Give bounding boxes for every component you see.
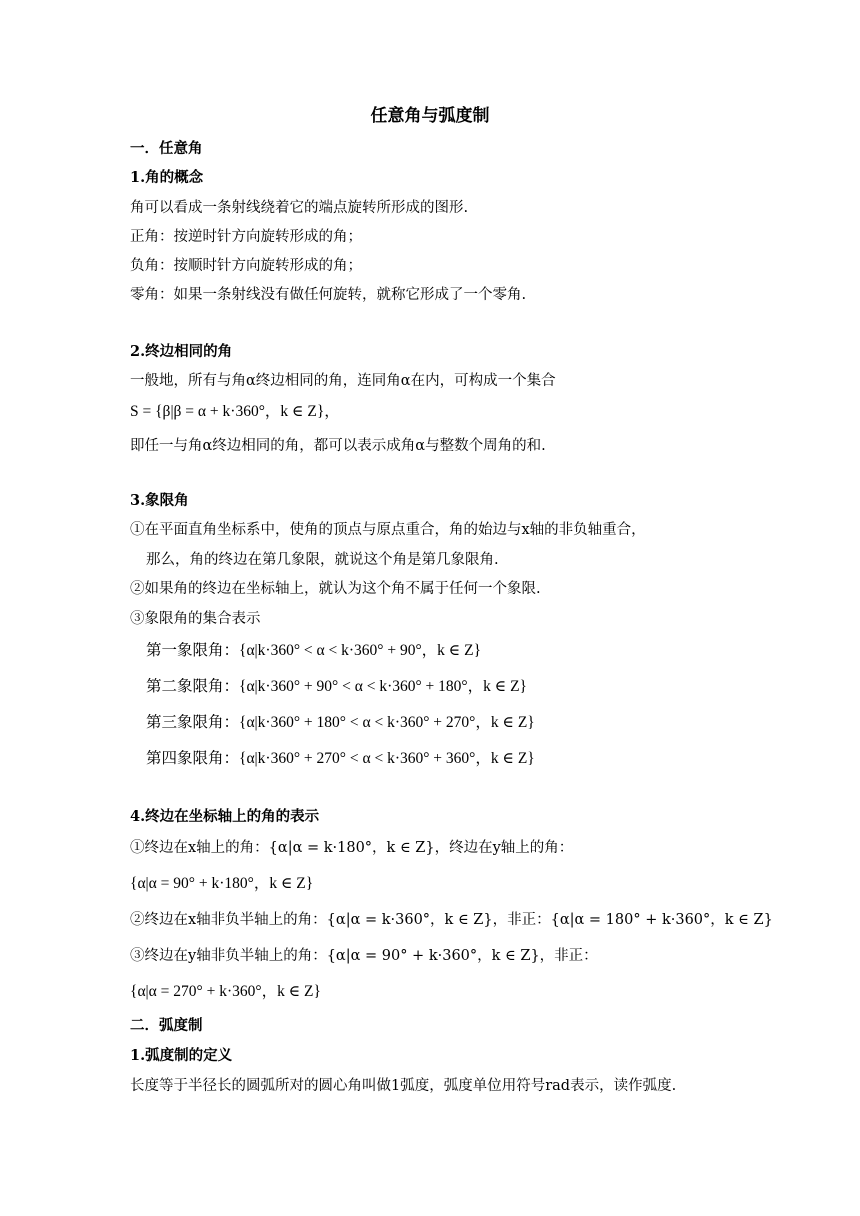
paragraph-line: ②终边在x轴非负半轴上的角：{α|α = k·360°，k ∈ Z}，非正：{α|α = 180° + k·360°，k ∈ Z} bbox=[130, 912, 773, 928]
paragraph-line: 一般地，所有与角α终边相同的角，连同角α在内，可构成一个集合 bbox=[130, 373, 556, 389]
paragraph-line: ②如果角的终边在坐标轴上，就认为这个角不属于任何一个象限. bbox=[130, 581, 541, 597]
page-title: 任意角与弧度制 bbox=[370, 106, 490, 126]
formula-line: 第二象限角：{α|k·360° + 90° < α < k·360° + 180°，k ∈ Z} bbox=[146, 678, 527, 695]
subheading-axis-angles: 4.终边在坐标轴上的角的表示 bbox=[130, 808, 320, 825]
subheading-angle-concept: 1.角的概念 bbox=[130, 169, 204, 186]
paragraph-line: ①终边在x轴上的角：{α|α = k·180°，k ∈ Z}，终边在y轴上的角： bbox=[130, 840, 574, 856]
paragraph-line: 长度等于半径长的圆弧所对的圆心角叫做1弧度，弧度单位用符号rad表示，读作弧度. bbox=[130, 1078, 677, 1094]
formula-line: {α|α = 270° + k·360°，k ∈ Z} bbox=[130, 983, 321, 1000]
paragraph-line: ③终边在y轴非负半轴上的角：{α|α = 90° + k·360°，k ∈ Z}，非正： bbox=[130, 948, 598, 964]
paragraph-line: ③象限角的集合表示 bbox=[130, 611, 261, 627]
subheading-quadrant-angles: 3.象限角 bbox=[130, 492, 189, 509]
subheading-coterminal-angles: 2.终边相同的角 bbox=[130, 343, 233, 360]
section-heading-arbitrary-angle: 一．任意角 bbox=[130, 140, 203, 157]
paragraph-line: 角可以看成一条射线绕着它的端点旋转所形成的图形. bbox=[130, 200, 469, 216]
section-heading-radian: 二．弧度制 bbox=[130, 1017, 203, 1034]
formula-line: 第一象限角：{α|k·360° < α < k·360° + 90°，k ∈ Z} bbox=[146, 642, 482, 659]
formula-line: S = {β|β = α + k·360°，k ∈ Z}， bbox=[130, 403, 340, 420]
paragraph-line: 即任一与角α终边相同的角，都可以表示成角α与整数个周角的和. bbox=[130, 438, 546, 454]
paragraph-line: 零角：如果一条射线没有做任何旋转，就称它形成了一个零角. bbox=[130, 287, 527, 303]
subheading-radian-definition: 1.弧度制的定义 bbox=[130, 1047, 233, 1064]
formula-line: 第四象限角：{α|k·360° + 270° < α < k·360° + 360°，k ∈ Z} bbox=[146, 750, 535, 767]
paragraph-line: 那么，角的终边在第几象限，就说这个角是第几象限角. bbox=[146, 552, 499, 568]
paragraph-line: 负角：按顺时针方向旋转形成的角； bbox=[130, 258, 362, 274]
paragraph-line: 正角：按逆时针方向旋转形成的角； bbox=[130, 229, 362, 245]
paragraph-line: ①在平面直角坐标系中，使角的顶点与原点重合，角的始边与x轴的非负轴重合， bbox=[130, 522, 646, 538]
formula-line: {α|α = 90° + k·180°，k ∈ Z} bbox=[130, 875, 314, 892]
formula-line: 第三象限角：{α|k·360° + 180° < α < k·360° + 270°，k ∈ Z} bbox=[146, 714, 535, 731]
